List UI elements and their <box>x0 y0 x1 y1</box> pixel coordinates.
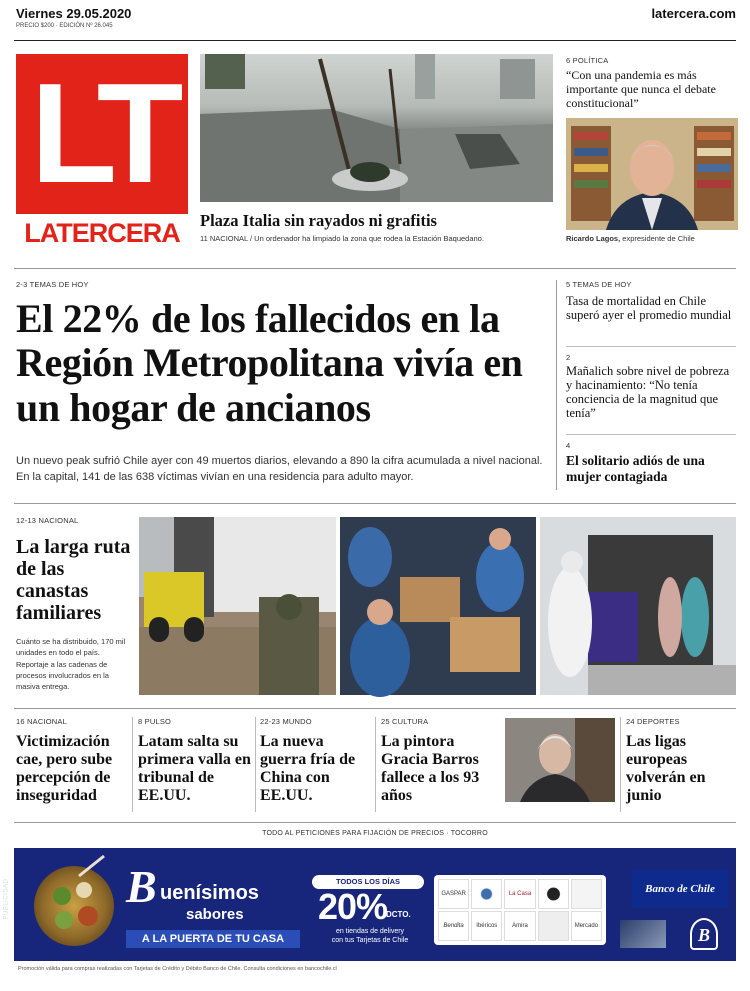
ad-cards-image <box>620 920 666 948</box>
canastas-kicker: 12-13 NACIONAL <box>16 516 79 525</box>
story-china-headline[interactable]: La nueva guerra fría de China con EE.UU. <box>260 733 356 804</box>
partner-logo: La Casa <box>504 879 535 909</box>
lagos-photo <box>566 118 738 230</box>
ad-title: uenísimos <box>160 882 259 904</box>
price-notice: TODO AL PETICIONES PARA FIJACIÓN DE PRECIOS · TOCORRO <box>262 830 488 837</box>
politica-kicker: 6 POLÍTICA <box>566 56 609 65</box>
top-story-caption: 11 NACIONAL / Un ordenador ha limpiado la zona que rodea la Estación Baquedano. <box>200 234 484 243</box>
ad-banner[interactable] <box>3 848 736 961</box>
temas-item-2-text: Mañalich sobre nivel de pobreza y hacinamiento: “No tenía conciencia de la magnitud que tenía” <box>566 364 730 420</box>
bottom-divider-4 <box>620 717 621 812</box>
partner-logo: Mercado <box>571 911 602 941</box>
temas-item-2[interactable] <box>566 364 738 420</box>
ad-brand-letter: B <box>126 861 157 912</box>
canastas-headline[interactable]: La larga ruta de las canastas familiares <box>16 536 131 624</box>
partner-logo <box>538 879 569 909</box>
section-divider-4 <box>14 822 736 823</box>
edition-info: PRECIO $200 · EDICIÓN Nº 26.045 <box>16 23 113 29</box>
ad-partners-grid <box>434 875 606 945</box>
ad-brand-emblem-icon: B <box>690 918 718 950</box>
temas-item-3[interactable] <box>566 453 738 484</box>
canastas-photo-3 <box>540 517 736 695</box>
partner-logo <box>571 879 602 909</box>
story-victimizacion-kicker: 16 NACIONAL <box>16 717 67 726</box>
story-latam-kicker: 8 PULSO <box>138 717 172 726</box>
website[interactable]: latercera.com <box>651 6 736 21</box>
temas-kicker: 5 TEMAS DE HOY <box>566 280 632 289</box>
logo-box <box>16 54 188 214</box>
story-victimizacion-headline[interactable]: Victimización cae, pero sube percepción de inseguridad <box>16 733 113 804</box>
date: Viernes 29.05.2020 <box>16 6 132 21</box>
lagos-role: expresidente de Chile <box>620 234 695 243</box>
lead-headline[interactable]: El 22% de los fallecidos en la Región Metropolitana vivía en un hogar de ancianos <box>16 296 523 430</box>
partner-logo: Amira <box>504 911 535 941</box>
ad-small-1: en tiendas de delivery <box>335 928 405 935</box>
section-divider-1 <box>14 268 736 269</box>
temas-divider-1 <box>566 346 736 347</box>
temas-item-3-text: El solitario adiós de una mujer contagiada <box>566 453 705 484</box>
lagos-name: Ricardo Lagos, <box>566 234 621 243</box>
story-latam-headline[interactable]: Latam salta su primera valla en tribunal de EE.UU. <box>138 733 251 804</box>
bottom-divider-3 <box>375 717 376 812</box>
partner-logo <box>471 879 502 909</box>
ad-percent: 20% <box>318 886 388 927</box>
temas-item-1[interactable] <box>566 294 738 323</box>
ad-footer: Promoción válida para compras realizadas con Tarjetas de Crédito y Débito Banco de Chile. Consulta condiciones en bancochile.cl <box>18 966 337 972</box>
temas-item-3-num: 4 <box>566 441 571 450</box>
logo-letters: LT <box>30 54 174 213</box>
story-deportes-kicker: 24 DEPORTES <box>626 717 680 726</box>
ad-badge: TODOS LOS DÍAS <box>312 875 424 889</box>
canastas-deck: Cuánto se ha distribuido, 170 mil unidades en todo el país. Reportaje a las cadenas de procesos involucrados en la masiva entrega. <box>16 637 126 691</box>
lead-deck: Un nuevo peak sufrió Chile ayer con 49 muertos diarios, elevando a 890 la cifra acumulada a nivel nacional. En la capital, 141 de las 638 víctimas vivían en una residencia para adulto mayor. <box>16 455 543 483</box>
section-divider-3 <box>14 708 736 709</box>
partner-logo: Bendita <box>438 911 469 941</box>
canastas-photo-1 <box>139 517 336 695</box>
canastas-photo-2 <box>340 517 536 695</box>
lead-kicker: 2-3 TEMAS DE HOY <box>16 280 89 289</box>
masthead-divider <box>14 40 736 41</box>
partner-logo: GASPAR <box>438 879 469 909</box>
lead-vertical-divider <box>556 280 557 490</box>
bottom-divider-2 <box>255 717 256 812</box>
gracia-barros-photo <box>505 718 615 802</box>
partner-logo <box>538 911 569 941</box>
temas-divider-2 <box>566 434 736 435</box>
lagos-caption <box>566 234 695 243</box>
logo[interactable] <box>16 54 188 246</box>
top-story-headline[interactable]: Plaza Italia sin rayados ni grafitis <box>200 211 437 230</box>
section-divider-2 <box>14 503 736 504</box>
partner-logo: Ibéricos <box>471 911 502 941</box>
ad-title2: sabores <box>186 906 244 923</box>
ad-bank-logo <box>632 870 728 908</box>
story-cultura-kicker: 25 CULTURA <box>381 717 429 726</box>
story-deportes-headline[interactable]: Las ligas europeas volverán en junio <box>626 733 706 804</box>
story-china-kicker: 22-23 MUNDO <box>260 717 312 726</box>
logo-name: LATERCERA <box>24 218 180 248</box>
ad-bank-name: Banco de Chile <box>645 883 715 895</box>
temas-item-1-text: Tasa de mortalidad en Chile superó ayer el promedio mundial <box>566 294 732 323</box>
ad-banner-strip: A LA PUERTA DE TU CASA <box>126 930 300 948</box>
plaza-italia-photo <box>200 54 553 202</box>
temas-item-2-num: 2 <box>566 353 571 362</box>
ad-percent-sub: DCTO. <box>386 910 411 919</box>
politica-quote[interactable]: “Con una pandemia es más importante que nunca el debate constitucional” <box>566 68 716 111</box>
ad-bowl-image <box>34 866 114 946</box>
bottom-divider-1 <box>132 717 133 812</box>
story-cultura-headline[interactable]: La pintora Gracia Barros fallece a los 93 años <box>381 733 480 804</box>
ad-side-text: PUBLICIDAD <box>3 878 10 920</box>
ad-small-2: con tus Tarjetas de Chile <box>331 937 409 944</box>
